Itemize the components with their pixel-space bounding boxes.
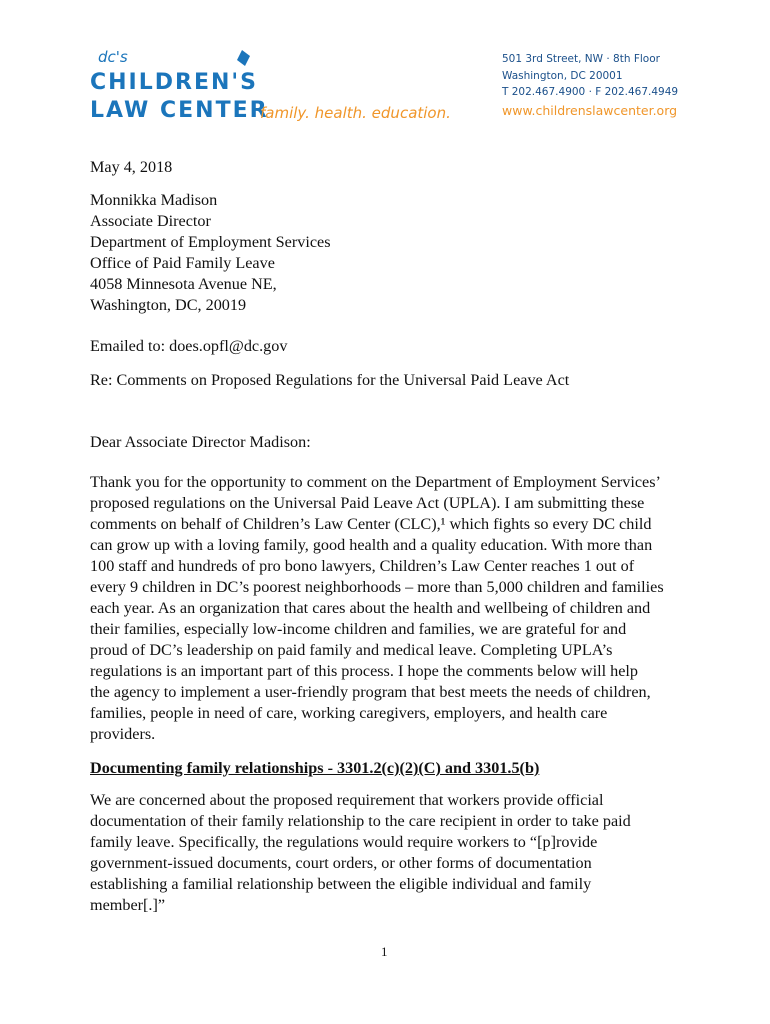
paragraph-line: regulations is an important part of this process. I hope the comments below will help <box>90 662 639 680</box>
paragraph-line: each year. As an organization that cares about the health and wellbeing of children and <box>90 599 651 617</box>
paragraph-line: the agency to implement a user-friendly program that best meets the needs of children, <box>90 683 651 701</box>
paragraph-line: member[.]” <box>90 896 166 914</box>
recipient-line: Associate Director <box>90 212 211 230</box>
recipient-line: Department of Employment Services <box>90 233 331 251</box>
address-street: 501 3rd Street, NW · 8th Floor <box>502 53 660 65</box>
paragraph-line: We are concerned about the proposed requirement that workers provide official <box>90 791 604 809</box>
recipient-line: Washington, DC, 20019 <box>90 296 247 314</box>
paragraph-line: establishing a familial relationship between the eligible individual and family <box>90 875 592 893</box>
svg-text:dc's: dc's <box>98 48 128 66</box>
paragraph-line: 100 staff and hundreds of pro bono lawyers, Children’s Law Center reaches 1 out of <box>90 557 635 575</box>
re-line: Re: Comments on Proposed Regulations for the Universal Paid Leave Act <box>90 371 570 389</box>
childrens-law-center-logo <box>90 44 451 134</box>
paragraph-line: proposed regulations on the Universal Paid Leave Act (UPLA). I am submitting these <box>90 494 645 512</box>
svg-text:CHILDREN'S: CHILDREN'S <box>90 70 258 95</box>
paragraph-line: government-issued documents, court orders, or other forms of documentation <box>90 854 592 872</box>
paragraph-line: family leave. Specifically, the regulations would require workers to “[p]rovide <box>90 833 598 851</box>
emailed-to: Emailed to: does.opfl@dc.gov <box>90 337 288 355</box>
paragraph-line: proud of DC’s leadership on paid family and medical leave. Completing UPLA’s <box>90 641 613 659</box>
paragraph-line: Thank you for the opportunity to comment on the Department of Employment Services’ <box>90 473 661 491</box>
address-city: Washington, DC 20001 <box>502 69 623 82</box>
svg-text:family. health. education.: family. health. education. <box>260 104 451 122</box>
salutation: Dear Associate Director Madison: <box>90 433 311 451</box>
recipient-line: 4058 Minnesota Avenue NE, <box>90 275 277 293</box>
recipient-line: Monnikka Madison <box>90 191 218 209</box>
paragraph-line: their families, especially low-income children and families, we are grateful for and <box>90 620 627 638</box>
paragraph-line: every 9 children in DC’s poorest neighborhoods – more than 5,000 children and families <box>90 578 664 596</box>
paragraph-line: providers. <box>90 725 156 743</box>
paragraph-line: can grow up with a loving family, good health and a quality education. With more than <box>90 536 653 554</box>
paragraph-line: families, people in need of care, working caregivers, employers, and health care <box>90 704 608 722</box>
paragraph-line: comments on behalf of Children’s Law Center (CLC),¹ which fights so every DC child <box>90 515 652 533</box>
section-heading: Documenting family relationships - 3301.2(c)(2)(C) and 3301.5(b) <box>90 759 540 777</box>
page-number: 1 <box>381 944 388 959</box>
letter-date: May 4, 2018 <box>90 158 173 176</box>
paragraph-line: documentation of their family relationship to the care recipient in order to take paid <box>90 812 631 830</box>
website-link[interactable]: www.childrenslawcenter.org <box>502 102 678 118</box>
recipient-line: Office of Paid Family Leave <box>90 254 275 272</box>
letterhead-address <box>502 51 678 119</box>
svg-text:LAW CENTER: LAW CENTER <box>90 98 269 123</box>
address-phone: T 202.467.4900 · F 202.467.4949 <box>502 86 679 98</box>
